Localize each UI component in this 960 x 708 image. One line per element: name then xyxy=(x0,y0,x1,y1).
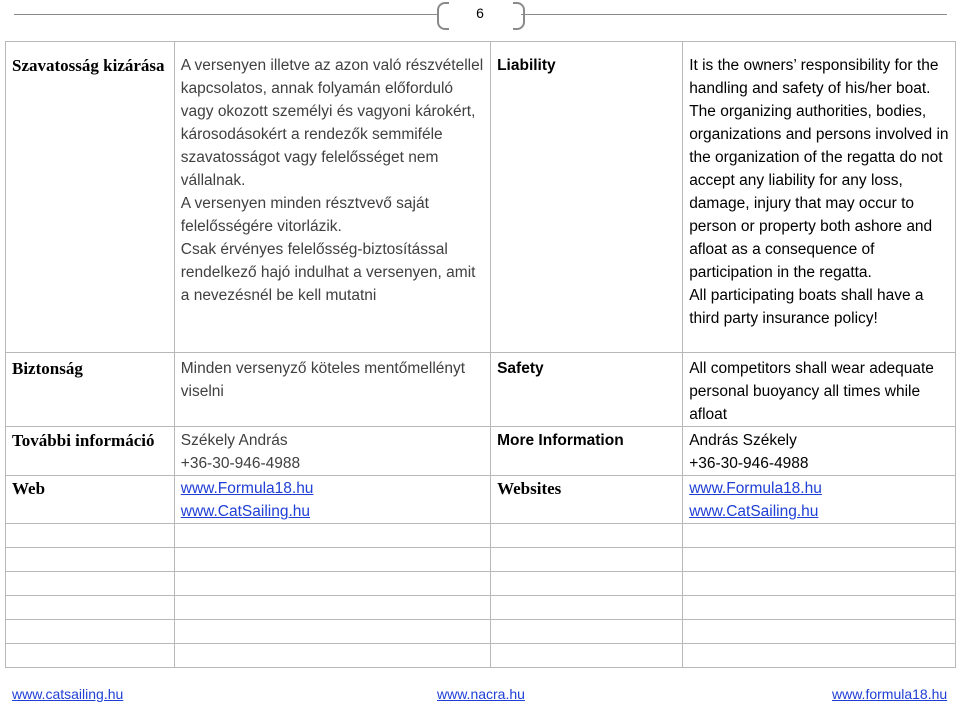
cell-en-links xyxy=(683,476,956,524)
table-row-empty xyxy=(6,644,956,668)
label-szavatossag: Szavatosság kizárása xyxy=(12,56,165,75)
text-liability-en-1: It is the owners’ responsibility for the handling and safety of his/her boat. The organizing authorities, bodies, organizations and persons involved in the organization of the regatta do not accept any liability for any loss, damage, injury that may occur to person or property both ashore and afloat as a consequence of participation in the regatta. xyxy=(689,57,949,281)
label-more-information: More Information xyxy=(497,432,624,449)
label-liability: Liability xyxy=(497,57,556,74)
contact-name-en: András Székely xyxy=(689,432,797,449)
cell-hu-label xyxy=(6,476,175,524)
text-safety-en: All competitors shall wear adequate personal buoyancy all times while afloat xyxy=(689,360,934,423)
table-row-empty xyxy=(6,548,956,572)
notice-table xyxy=(5,41,956,668)
label-safety: Safety xyxy=(497,360,544,377)
cell-en-label xyxy=(491,427,683,476)
link-catsailing-hu[interactable]: www.CatSailing.hu xyxy=(180,503,310,520)
cell-hu-text xyxy=(174,353,490,427)
label-websites: Websites xyxy=(497,479,562,498)
cell-hu-label xyxy=(6,42,175,353)
table-row-empty xyxy=(6,620,956,644)
label-biztonsag: Biztonság xyxy=(12,359,83,378)
cell-en-text xyxy=(683,353,956,427)
table-row-info xyxy=(6,427,956,476)
header-rule-right xyxy=(521,14,947,15)
footer-link-nacra[interactable]: www.nacra.hu xyxy=(437,686,525,702)
contact-phone-en: +36-30-946-4988 xyxy=(689,455,809,472)
link-formula18-hu[interactable]: www.Formula18.hu xyxy=(180,480,314,497)
text-liability-hu-3: Csak érvényes felelősség-biztosítással rendelkező hajó indulhat a versenyen, amit a nevezésnél be kell mutatni xyxy=(180,241,476,304)
table-row-web xyxy=(6,476,956,524)
header-brace-right xyxy=(513,2,525,30)
table-row-empty xyxy=(6,596,956,620)
cell-en-label xyxy=(491,42,683,353)
cell-hu-label xyxy=(6,353,175,427)
link-formula18-en[interactable]: www.Formula18.hu xyxy=(689,480,822,497)
header-brace-left xyxy=(437,2,449,30)
cell-hu-text xyxy=(174,427,490,476)
text-liability-hu-1: A versenyen illetve az azon való részvétellel kapcsolatos, annak folyamán előforduló vagy okozott személyi és vagyoni károkért, károsodásokért a rendezők semmiféle szavatosságot vagy felelősséget nem vállalnak. xyxy=(180,57,484,189)
text-liability-en-2: All participating boats shall have a third party insurance policy! xyxy=(689,287,924,327)
table-row-liability xyxy=(6,42,956,353)
header-rule-left xyxy=(14,14,438,15)
cell-en-text xyxy=(683,427,956,476)
cell-en-text xyxy=(683,42,956,353)
link-catsailing-en[interactable]: www.CatSailing.hu xyxy=(689,503,819,520)
cell-hu-links xyxy=(174,476,490,524)
contact-name-hu: Székely András xyxy=(180,432,288,449)
label-web: Web xyxy=(12,479,46,498)
contact-phone-hu: +36-30-946-4988 xyxy=(180,455,301,472)
cell-hu-label xyxy=(6,427,175,476)
text-safety-hu: Minden versenyző köteles mentőmellényt viselni xyxy=(180,360,466,400)
cell-en-label xyxy=(491,353,683,427)
text-liability-hu-2: A versenyen minden résztvevő saját felelősségére vitorlázik. xyxy=(180,195,429,235)
cell-en-label xyxy=(491,476,683,524)
footer-link-catsailing[interactable]: www.catsailing.hu xyxy=(12,686,124,702)
footer-link-formula18[interactable]: www.formula18.hu xyxy=(832,686,948,702)
page-number: 6 xyxy=(476,5,484,21)
table-row-safety xyxy=(6,353,956,427)
table-row-empty xyxy=(6,524,956,548)
cell-hu-text xyxy=(174,42,490,353)
label-tovabbi-informacio: További információ xyxy=(12,431,155,450)
table-row-empty xyxy=(6,572,956,596)
